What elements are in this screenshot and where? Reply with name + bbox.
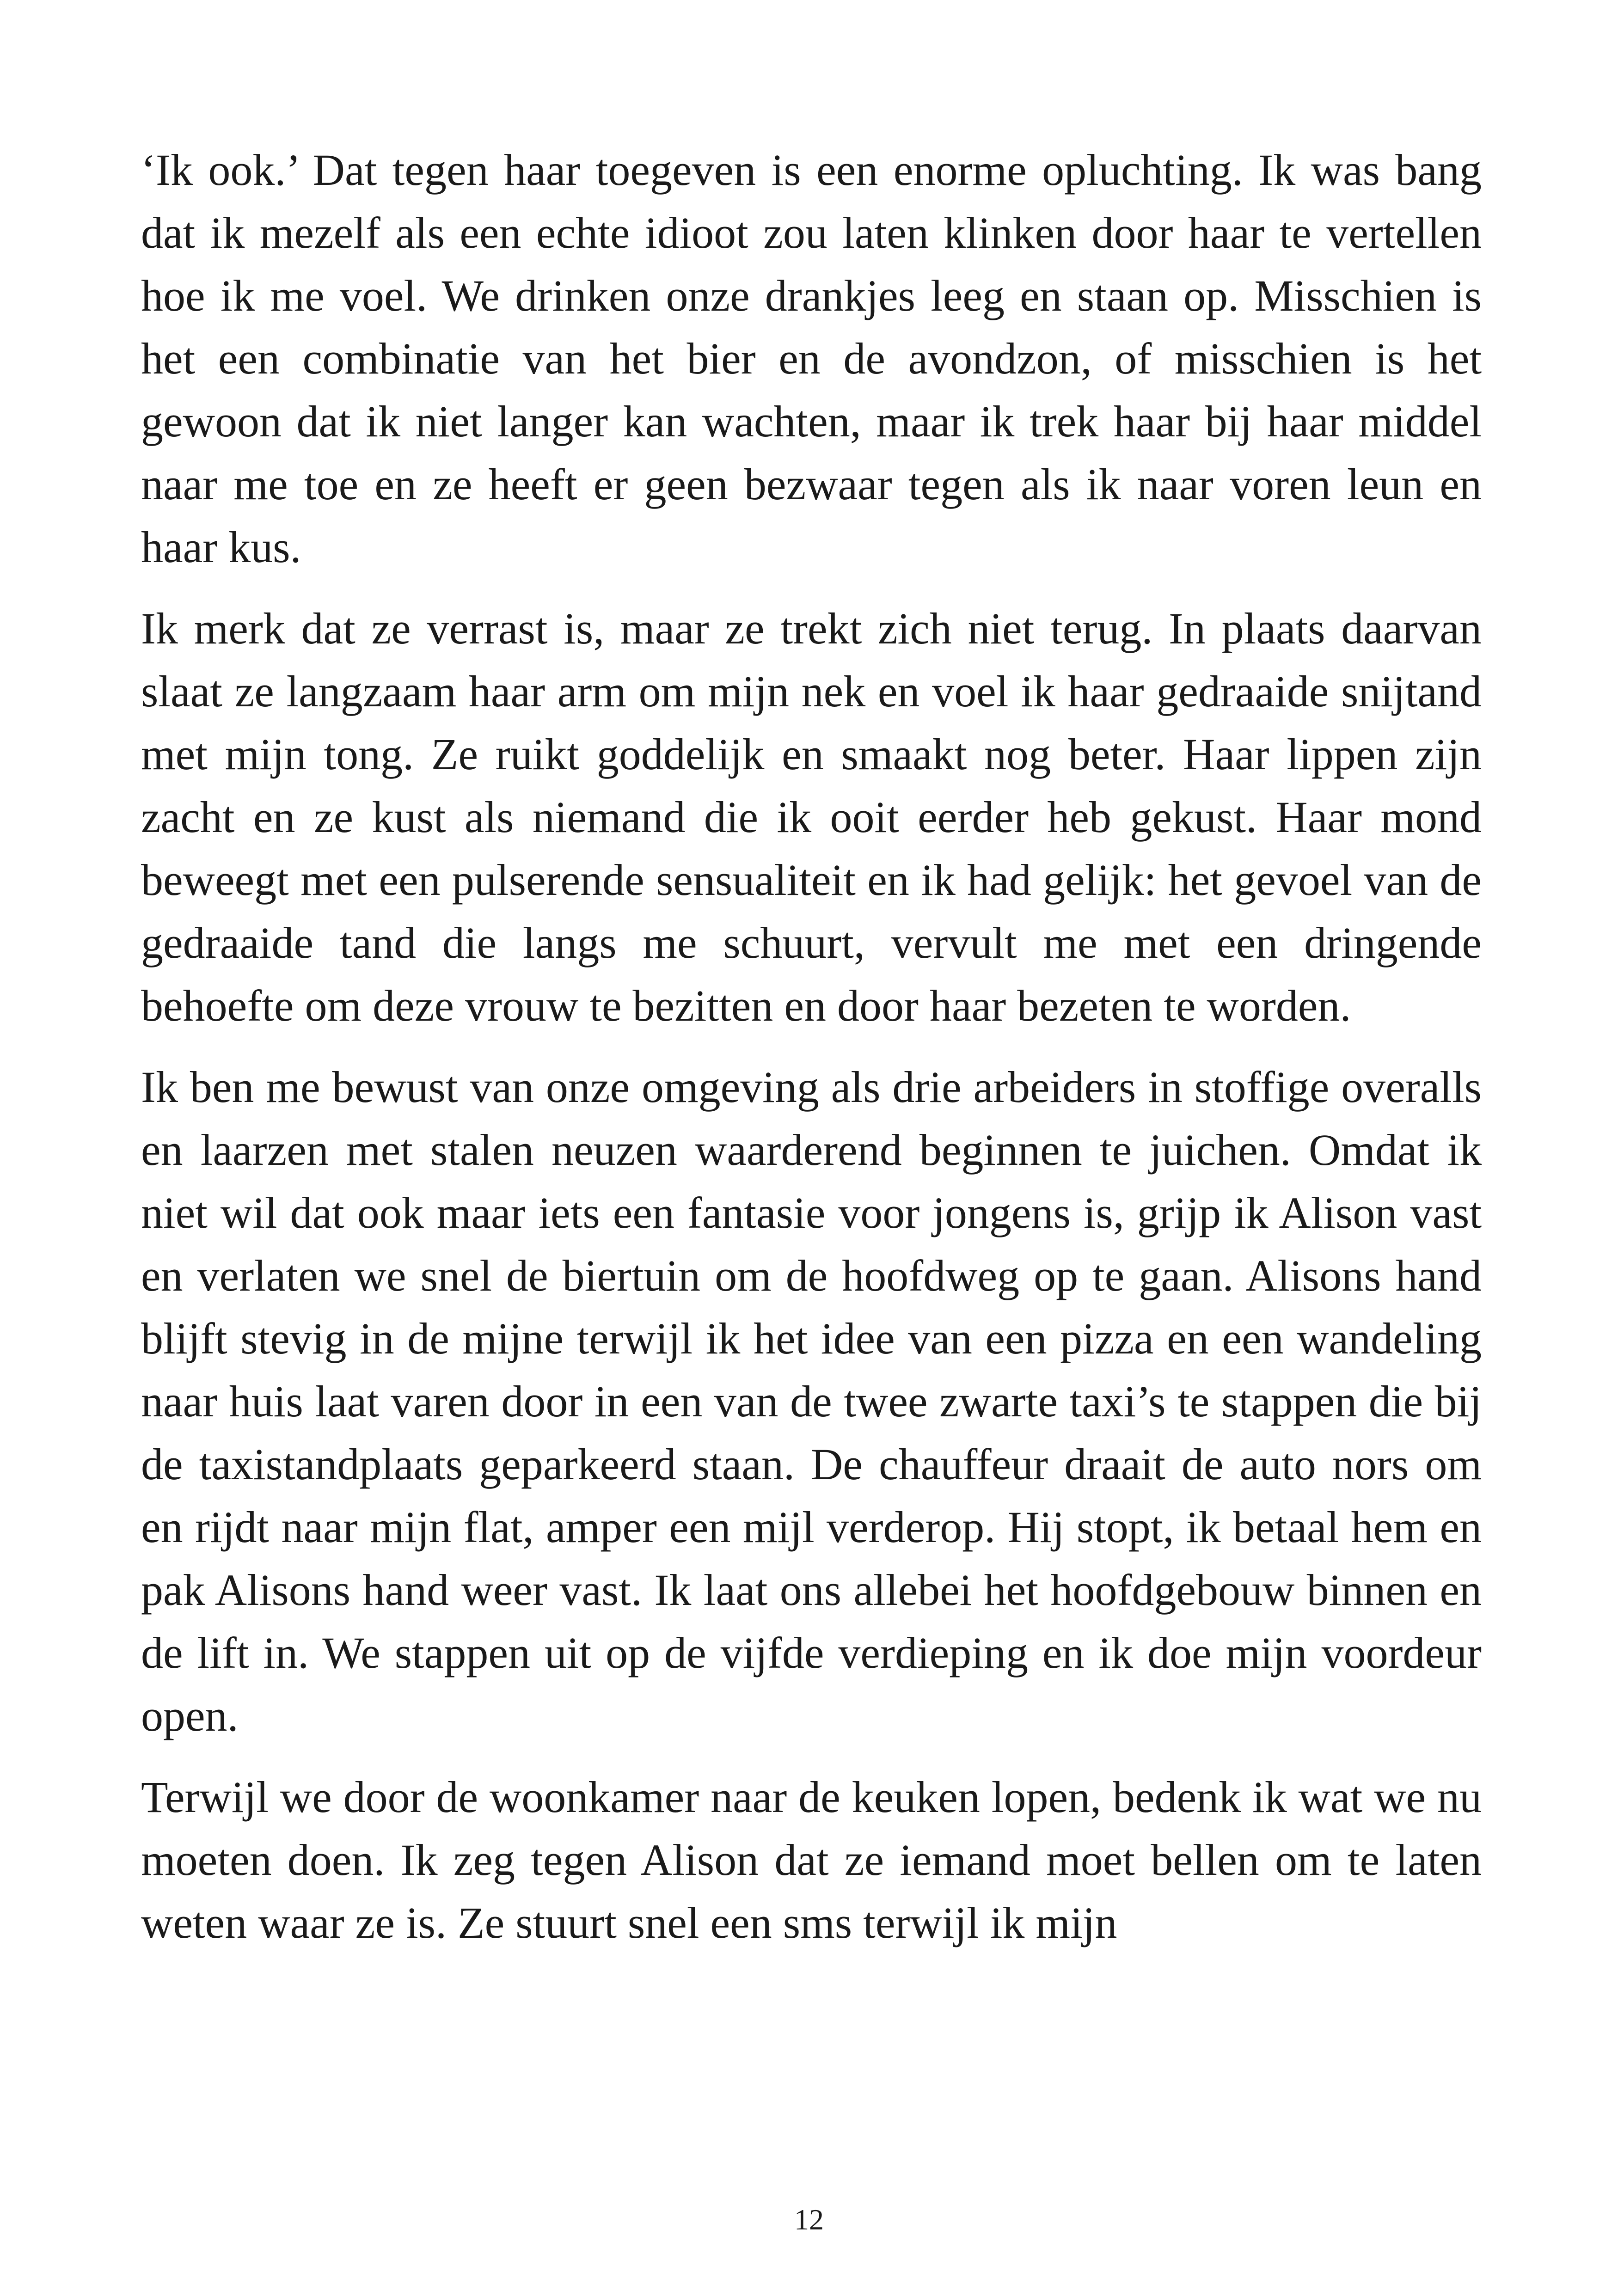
body-text — [141, 139, 1482, 1973]
page-number: 12 — [794, 2203, 824, 2236]
paragraph-1: ‘Ik ook.’ Dat tegen haar toegeven is een enorme opluchting. Ik was bang dat ik mezelf als een echte idioot zou laten klinken door haar te vertellen hoe ik me voel. We drinken onze drankjes leeg en staan op. Misschien is het een combinatie van het bier en de avondzon, of misschien is het gewoon dat ik niet langer kan wachten, maar ik trek haar bij haar middel naar me toe en ze heeft er geen bezwaar tegen als ik naar voren leun en haar kus. — [141, 145, 1482, 572]
paragraph-4: Terwijl we door de woonkamer naar de keuken lopen, bedenk ik wat we nu moeten doen. Ik zeg tegen Alison dat ze iemand moet bellen om te laten weten waar ze is. Ze stuurt snel een sms terwijl ik mijn — [141, 1772, 1482, 1947]
paragraph-3: Ik ben me bewust van onze omgeving als drie arbeiders in stoffige overalls en laarzen met stalen neuzen waarderend beginnen te juichen. Omdat ik niet wil dat ook maar iets een fantasie voor jongens is, grijp ik Alison vast en verlaten we snel de biertuin om de hoofdweg op te gaan. Alisons hand blijft stevig in de mijne terwijl ik het idee van een pizza en een wandeling naar huis laat varen door in een van de twee zwarte taxi’s te stappen die bij de taxistandplaats geparkeerd staan. De chauffeur draait de auto nors om en rijdt naar mijn flat, amper een mijl verderop. Hij stopt, ik betaal hem en pak Alisons hand weer vast. Ik laat ons allebei het hoofdgebouw binnen en de lift in. We stappen uit op de vijfde verdieping en ik doe mijn voordeur open. — [141, 1062, 1482, 1740]
paragraph-2: Ik merk dat ze verrast is, maar ze trekt zich niet terug. In plaats daarvan slaat ze langzaam haar arm om mijn nek en voel ik haar gedraaide snijtand met mijn tong. Ze ruikt goddelijk en smaakt nog beter. Haar lippen zijn zacht en ze kust als niemand die ik ooit eerder heb gekust. Haar mond beweegt met een pulserende sensualiteit en ik had gelijk: het gevoel van de gedraaide tand die langs me schuurt, vervult me met een dringende behoefte om deze vrouw te bezitten en door haar bezeten te worden. — [141, 604, 1482, 1030]
